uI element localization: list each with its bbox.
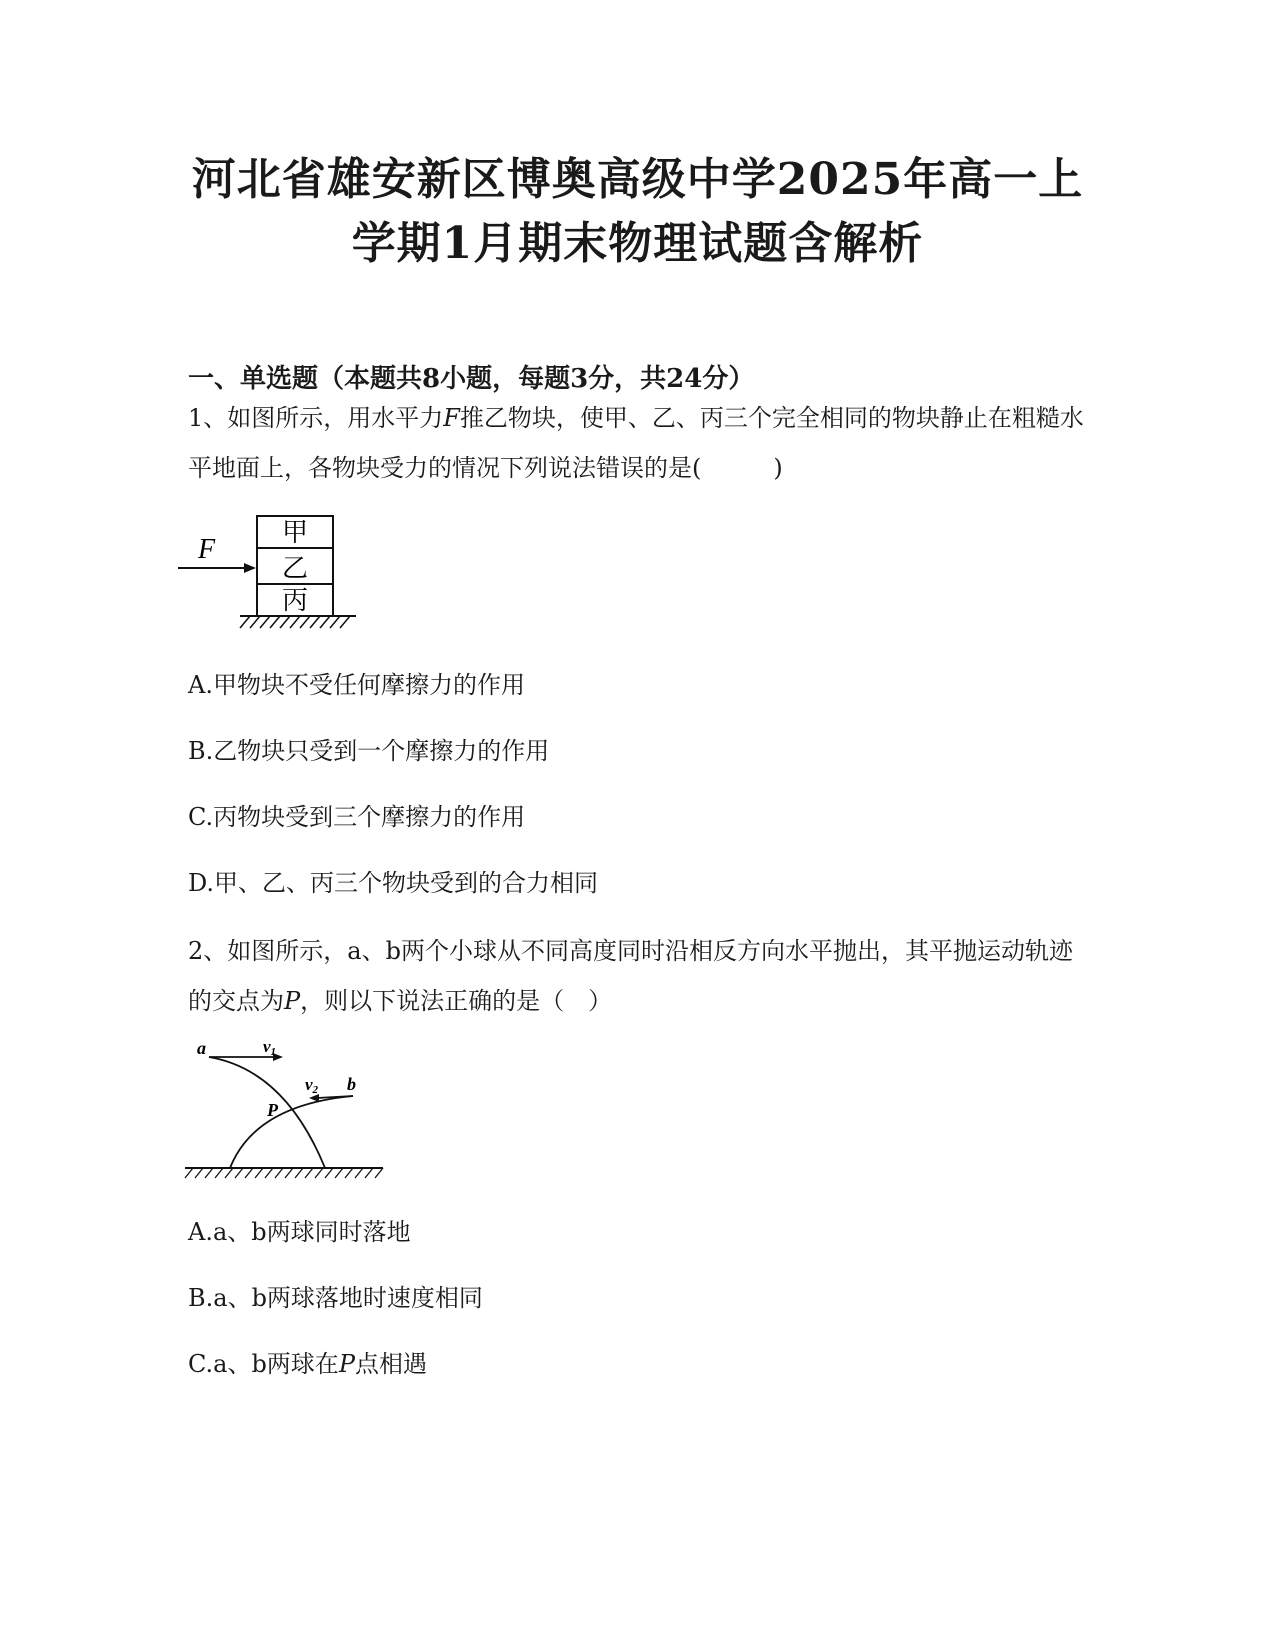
q1-option-c: C.丙物块受到三个摩擦力的作用 — [188, 803, 526, 831]
q2-stem-part2: ，则以下说法正确的是（ ） — [300, 987, 613, 1015]
ball-b-label: b — [347, 1074, 356, 1094]
q2-option-c-part2: 点相遇 — [354, 1350, 427, 1378]
q1-stem-part1: 1、如图所示，用水平力 — [188, 404, 444, 432]
point-p-label: P — [267, 1100, 278, 1120]
q1-option-a: A.甲物块不受任何摩擦力的作用 — [188, 671, 525, 699]
q2-option-a: A.a、b两球同时落地 — [188, 1218, 411, 1246]
block-bottom-label: 丙 — [281, 586, 309, 616]
question-1-stem — [188, 393, 1088, 493]
v2-label: v2 — [305, 1075, 319, 1096]
v1-label: v1 — [263, 1037, 277, 1058]
block-middle-label: 乙 — [281, 554, 309, 584]
q2-option-b: B.a、b两球落地时速度相同 — [188, 1284, 483, 1312]
q1-option-b: B.乙物块只受到一个摩擦力的作用 — [188, 737, 550, 765]
force-label: F — [198, 534, 216, 565]
question-1-figure — [170, 505, 370, 635]
q2-stem-var: P — [284, 987, 301, 1015]
q1-stem-part2: 推乙物块，使甲、乙、丙三个完全相同的物块静止在粗糙水平地面上，各物块受力的情况下列说法错误的是( ) — [188, 404, 1084, 482]
q2-option-c — [188, 1344, 427, 1379]
force-arrow-head — [244, 563, 256, 573]
ball-a-label: a — [197, 1038, 206, 1058]
ground-hatch-2 — [185, 1168, 383, 1178]
document-title — [150, 148, 1125, 276]
question-2-figure — [175, 1030, 395, 1190]
ground-hatch — [240, 616, 350, 628]
section-heading: 一、单选题（本题共8小题，每题3分，共24分） — [188, 364, 755, 394]
title-line-1: 河北省雄安新区博奥高级中学2025年高一上 — [191, 154, 1084, 205]
q2-option-c-part1: C.a、b两球在 — [188, 1350, 339, 1378]
question-2-stem — [188, 926, 1088, 1026]
trajectory-b — [230, 1096, 353, 1168]
block-top-label: 甲 — [281, 518, 309, 548]
q2-option-c-var: P — [338, 1350, 355, 1378]
q1-stem-var: F — [443, 404, 460, 432]
q1-option-d: D.甲、乙、丙三个物块受到的合力相同 — [188, 869, 599, 897]
q2-stem-part1: 2、如图所示，a、b两个小球从不同高度同时沿相反方向水平抛出，其平抛运动轨迹的交点为 — [188, 937, 1073, 1015]
title-line-2: 学期1月期末物理试题含解析 — [351, 218, 924, 269]
